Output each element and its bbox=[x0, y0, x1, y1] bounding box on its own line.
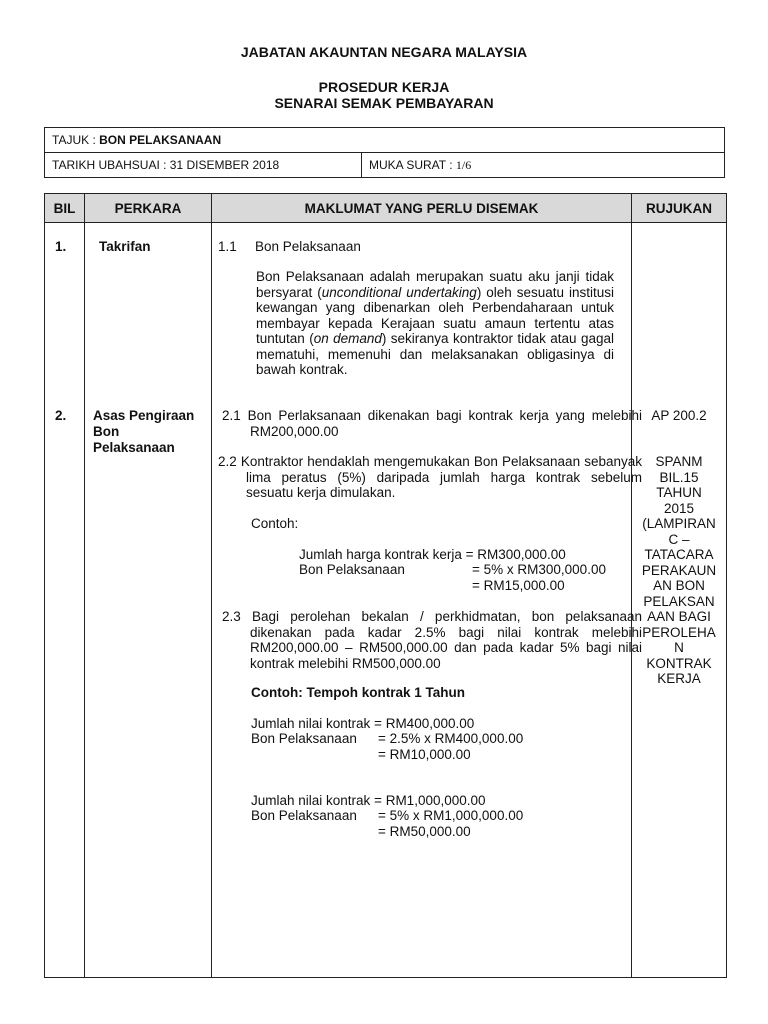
example-2-line-3: = RM10,000.00 bbox=[378, 747, 471, 762]
example-1-line-2b: = 5% x RM300,000.00 bbox=[472, 562, 606, 577]
row1-bil: 1. bbox=[55, 239, 67, 254]
ref-line: TAHUN bbox=[656, 485, 702, 500]
row2-perkara-1: Asas Pengiraan bbox=[93, 408, 195, 423]
tajuk-cell bbox=[45, 128, 725, 153]
ref-line: 2015 bbox=[663, 500, 695, 516]
ref-line: PEROLEHA bbox=[642, 624, 716, 640]
ref-line: KERJA bbox=[657, 671, 701, 686]
tarikh-label: TARIKH UBAHSUAI : bbox=[52, 158, 170, 172]
example-2-label: Contoh: Tempoh kontrak 1 Tahun bbox=[251, 685, 465, 700]
ref-line: (LAMPIRAN bbox=[642, 516, 716, 531]
ref-line: AAN BAGI bbox=[647, 609, 711, 624]
info-table bbox=[44, 127, 725, 178]
bil-column bbox=[45, 223, 85, 978]
perkara-column bbox=[85, 223, 212, 978]
def-text-a: Bon Pelaksanaan adalah merupakan suatu aku janji tidak bersyarat ( bbox=[256, 269, 614, 300]
ref-line: C – bbox=[668, 531, 690, 547]
tarikh-value: 31 DISEMBER 2018 bbox=[169, 158, 280, 172]
ref-line: TATACARA bbox=[644, 547, 714, 562]
example-1-line-3: = RM15,000.00 bbox=[472, 578, 565, 593]
para-2-2: 2.2 Kontraktor hendaklah mengemukakan Bon Pelaksanaan sebanyak lima peratus (5%) daripada jumlah harga kontrak sebelum sesuatu kerja dimulakan. bbox=[218, 454, 642, 500]
ref-line: PERAKAUN bbox=[641, 562, 717, 578]
example-3-line-2a: Bon Pelaksanaan bbox=[251, 808, 357, 823]
tajuk-value: BON PELAKSANAAN bbox=[99, 133, 222, 147]
doc-title: PROSEDUR KERJA bbox=[318, 79, 450, 95]
header-rujukan: RUJUKAN bbox=[632, 194, 727, 223]
example-3-line-1: Jumlah nilai kontrak = RM1,000,000.00 bbox=[251, 793, 486, 808]
ref-line: PELAKSAN bbox=[643, 593, 715, 609]
definition-paragraph bbox=[256, 269, 614, 378]
row2-bil: 2. bbox=[55, 408, 67, 423]
header-maklumat: MAKLUMAT YANG PERLU DISEMAK bbox=[212, 194, 632, 223]
ref-spanm bbox=[632, 454, 726, 687]
muka-cell bbox=[362, 153, 725, 178]
example-1-label: Contoh: bbox=[251, 516, 299, 531]
org-title: JABATAN AKAUNTAN NEGARA MALAYSIA bbox=[240, 44, 528, 60]
ref-line: AN BON bbox=[653, 578, 705, 593]
ref-line: BIL.15 bbox=[659, 469, 699, 485]
example-2-line-2a: Bon Pelaksanaan bbox=[251, 731, 357, 746]
ref-ap-200-2: AP 200.2 bbox=[651, 408, 707, 423]
ref-line: KONTRAK bbox=[646, 655, 712, 671]
def-text-e: ) sekiranya kontraktor tidak atau gagal mematuhi, memenuhi dan melaksanakan obligasinya di bawah kontrak. bbox=[256, 331, 614, 377]
doc-subtitle: SENARAI SEMAK PEMBAYARAN bbox=[274, 95, 494, 111]
row2-perkara-3: Pelaksanaan bbox=[93, 440, 175, 455]
para-2-1: 2.1 Bon Perlaksanaan dikenakan bagi kontrak kerja yang melebihi RM200,000.00 bbox=[222, 408, 642, 439]
sub-1-1-title: Bon Pelaksanaan bbox=[255, 239, 361, 254]
tajuk-label: TAJUK : bbox=[52, 133, 100, 147]
muka-label: MUKA SURAT : bbox=[369, 157, 456, 172]
tarikh-cell bbox=[45, 153, 362, 178]
example-3-line-2b: = 5% x RM1,000,000.00 bbox=[378, 808, 524, 823]
example-2-line-2b: = 2.5% x RM400,000.00 bbox=[378, 731, 524, 746]
muka-value: 1/6 bbox=[455, 157, 472, 172]
ref-line: SPANM bbox=[655, 454, 703, 469]
checklist-table bbox=[44, 193, 727, 978]
ref-line: N bbox=[674, 640, 684, 655]
para-2-3: 2.3 Bagi perolehan bekalan / perkhidmatan, bon pelaksanaan dikenakan pada kadar 2.5% bagi nilai kontrak melebihi RM200,000.00 – RM500,000.00 dan pada kadar 5% bagi nilai kontrak melebihi RM500,000.00 bbox=[222, 609, 642, 671]
rujukan-column bbox=[632, 223, 727, 978]
maklumat-column bbox=[212, 223, 642, 978]
def-text-b: unconditional undertaking bbox=[321, 284, 477, 300]
header-bil: BIL bbox=[45, 194, 85, 223]
example-2-line-1: Jumlah nilai kontrak = RM400,000.00 bbox=[251, 716, 475, 731]
example-1-line-2a: Bon Pelaksanaan bbox=[299, 562, 405, 577]
example-1-line-1: Jumlah harga kontrak kerja = RM300,000.00 bbox=[299, 547, 566, 562]
sub-1-1-number: 1.1 bbox=[218, 239, 237, 254]
def-text-c: ) oleh sesuatu institusi kewangan yang dibenarkan oleh Perbendaharaan untuk membayar kepada Kerajaan suatu amaun tertentu atas tuntutan ( bbox=[256, 284, 614, 346]
row1-perkara: Takrifan bbox=[99, 239, 151, 254]
def-text-d: on demand bbox=[313, 331, 382, 346]
example-3-line-3: = RM50,000.00 bbox=[378, 824, 471, 839]
header-perkara: PERKARA bbox=[85, 194, 212, 223]
row2-perkara-2: Bon bbox=[93, 424, 120, 439]
